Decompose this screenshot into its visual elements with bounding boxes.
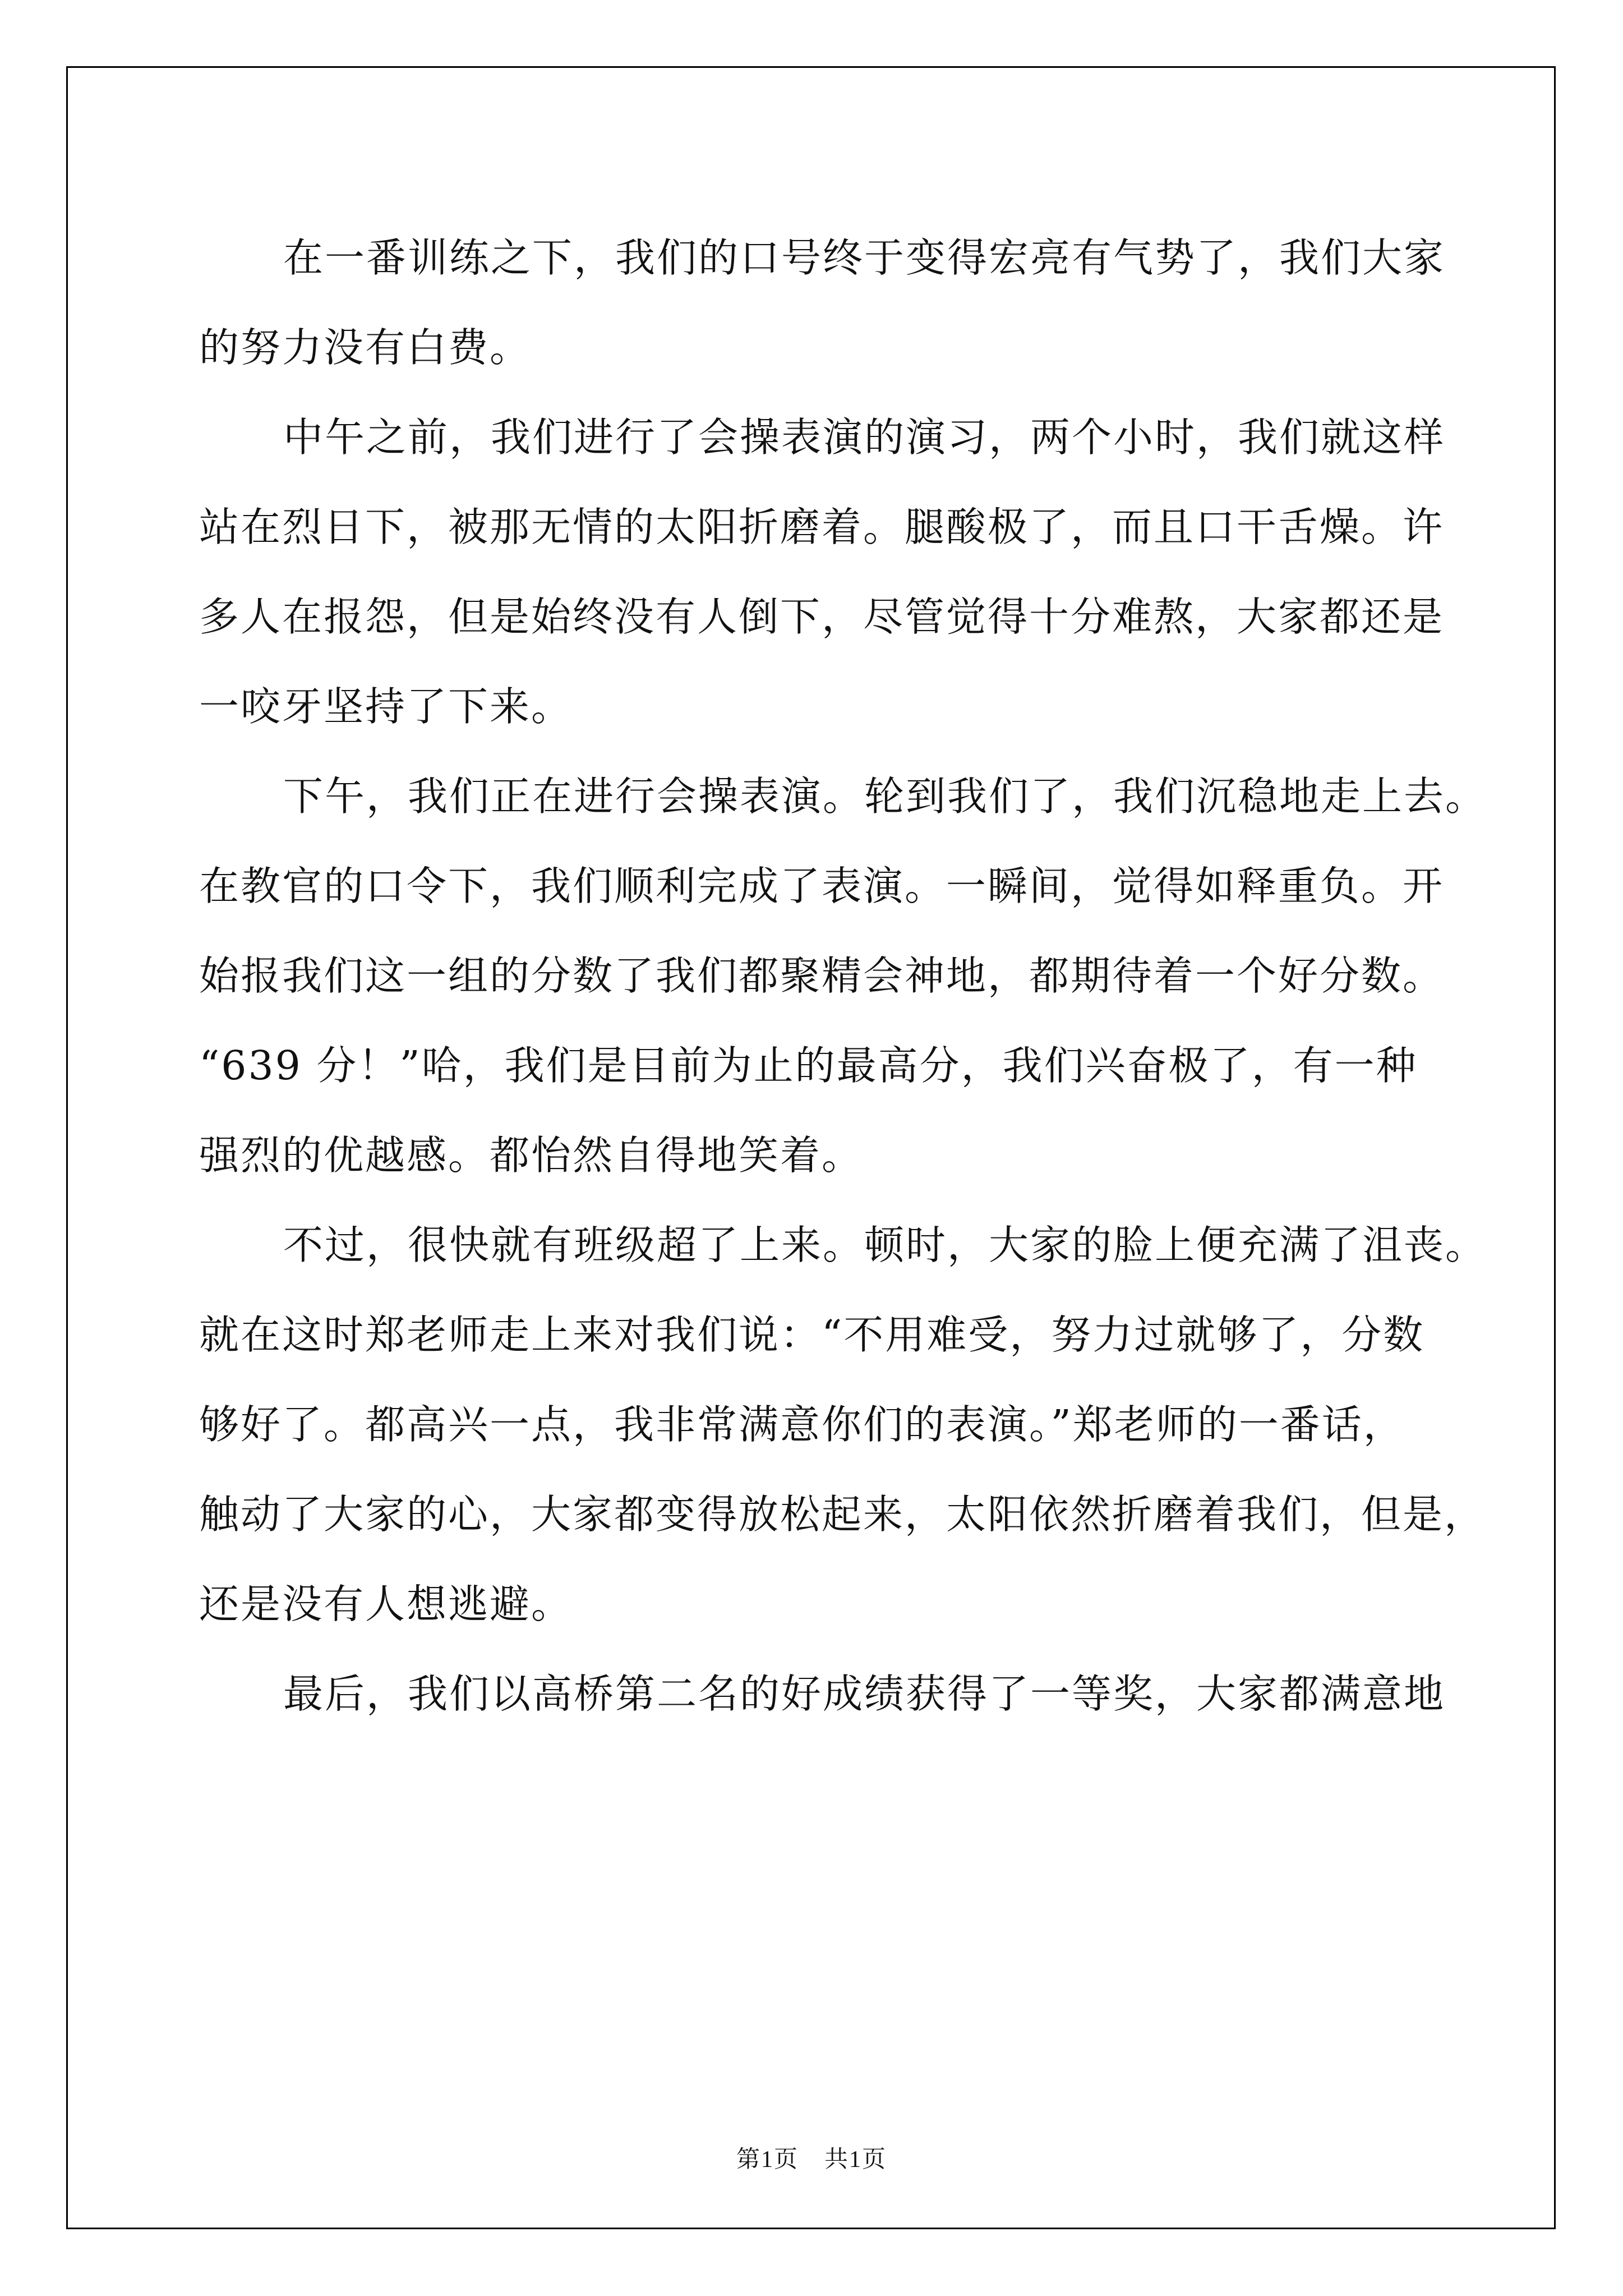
text-line: 始报我们这一组的分数了我们都聚精会神地，都期待着一个好分数。 [199,953,1445,999]
text-line: 站在烈日下，被那无情的太阳折磨着。腿酸极了，而且口干舌燥。许 [199,504,1445,550]
page-number: 第1页 [736,2147,799,2173]
text-line: 多人在报怨，但是始终没有人倒下，尽管觉得十分难熬，大家都还是 [199,593,1445,640]
text-line: 下午，我们正在进行会操表演。轮到我们了，我们沉稳地走上去。 [283,773,1487,820]
text-line: 一咬牙坚持了下来。 [199,683,573,730]
text-line: 还是没有人想逃避。 [199,1581,573,1627]
text-line: 就在这时郑老师走上来对我们说：“不用难受，努力过就够了，分数 [199,1312,1425,1358]
text-line: 不过，很快就有班级超了上来。顿时，大家的脸上便充满了沮丧。 [283,1222,1487,1268]
text-line: 的努力没有白费。 [199,324,532,371]
text-line: 在教官的口令下，我们顺利完成了表演。一瞬间，觉得如释重负。开 [199,863,1445,909]
text-line: “639 分！”哈，我们是目前为止的最高分，我们兴奋极了，有一种 [199,1042,1418,1089]
text-line: 够好了。都高兴一点，我非常满意你们的表演。”郑老师的一番话， [199,1401,1405,1448]
document-body [199,213,1487,1739]
text-line: 在一番训练之下，我们的口号终于变得宏亮有气势了，我们大家 [283,234,1446,281]
text-line: 中午之前，我们进行了会操表演的演习，两个小时，我们就这样 [283,414,1446,461]
page-footer [0,2143,1623,2177]
text-line: 强烈的优越感。都怡然自得地笑着。 [199,1132,864,1179]
text-line: 最后，我们以高桥第二名的好成绩获得了一等奖，大家都满意地 [283,1671,1446,1717]
page-total: 共1页 [824,2147,887,2173]
text-line: 触动了大家的心，大家都变得放松起来，太阳依然折磨着我们，但是， [199,1491,1486,1538]
